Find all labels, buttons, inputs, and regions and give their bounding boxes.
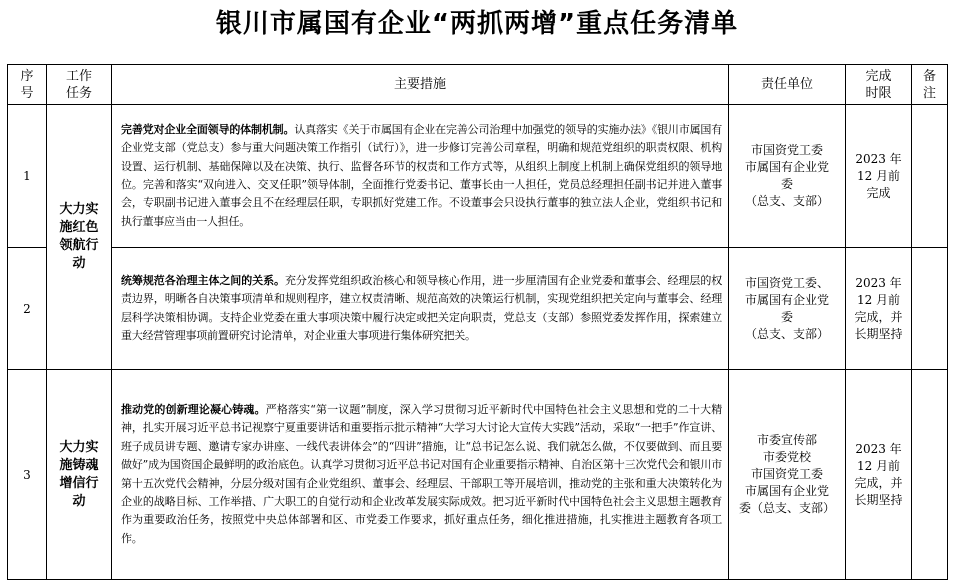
task-group-red-pilot: 大力实 施红色 领航行 动 (47, 105, 112, 370)
measure-body: 充分发挥党组织政治核心和领导核心作用，进一步厘清国有企业党委和董事会、经理层的权责边界，明晰各自决策事项清单和规则程序，建立权责清晰、规范高效的决策运行机制，实现党组织把关定向与董事会、经理层科学决策相协调。支持企业党委在重大事项决策中履行决定或把关定向职责，党总支（支部）参照党委发挥作用，探索建立重大经营管理事项前置研究讨论清单，对企业重大事项进行集体研究把关。 (121, 273, 723, 342)
measure-lead: 推动党的创新理论凝心铸魂。 (121, 402, 266, 416)
table-header-row (8, 65, 948, 105)
row-note (912, 370, 948, 580)
task-group-soul-casting: 大力实 施铸魂 增信行 动 (47, 370, 112, 580)
page-title: 银川市属国有企业“两抓两增”重点任务清单 (215, 9, 739, 39)
row-measure (112, 370, 729, 580)
header-measures: 主要措施 (112, 65, 729, 105)
measure-lead: 统筹规范各治理主体之间的关系。 (121, 273, 285, 287)
table-row (8, 248, 948, 370)
row-measure (112, 105, 729, 248)
row-note (912, 105, 948, 248)
row-deadline: 2023 年 12 月前 完成 (846, 105, 912, 248)
table-row (8, 105, 948, 248)
row-unit: 市国资党工委 市属国有企业党 委 （总支、支部） (729, 105, 846, 248)
row-deadline: 2023 年 12 月前 完成，并 长期坚持 (846, 248, 912, 370)
row-seq: 1 (8, 105, 47, 248)
row-seq: 3 (8, 370, 47, 580)
measure-lead: 完善党对企业全面领导的体制机制。 (121, 122, 295, 136)
task-list-table (7, 64, 948, 580)
measure-body: 严格落实“第一议题”制度，深入学习贯彻习近平新时代中国特色社会主义思想和党的二十大精神，扎实开展习近平总书记视察宁夏重要讲话和重要指示批示精神“大学习大讨论大宣传大实践”活动，采取“一把手”作宣讲、班子成员讲专题、邀请专家办讲座、一线代表讲体会”的“四讲”措施，让“总书记怎么说、我们就怎么做，不仅要做到、而且要做好”成为国资国企最鲜明的政治底色。认真学习贯彻习近平总书记对国有企业重要指示精神、自治区第十三次党代会和银川市第十五次党代会精神，分层分级对国有企业党组织、董事会、经理层、干部职工等开展培训，推动党的主张和重大决策转化为企业的战略目标、工作举措、广大职工的自觉行动和企业改革发展实际成效。把习近平新时代中国特色社会主义思想主题教育作为重要政治任务，按照党中央总体部署和区、市党委工作要求，抓好重点任务，细化推进措施，扎实推进主题教育各项工作。 (121, 402, 722, 545)
header-seq: 序 号 (8, 65, 47, 105)
header-unit: 责任单位 (729, 65, 846, 105)
header-task: 工作 任务 (47, 65, 112, 105)
header-note: 备 注 (912, 65, 948, 105)
measure-body: 认真落实《关于市属国有企业在完善公司治理中加强党的领导的实施办法》《银川市属国有企业党支部（党总支）参与重大问题决策工作指引（试行）》，进一步修订完善公司章程，明确和规范党组织的职责权限、机构设置、运行机制、基础保障以及在决策、执行、监督各环节的权责和工作方式等，从组织上制度上机制上确保党组织的领导地位。完善和落实“双向进入、交叉任职”领导体制，全面推行党委书记、董事长由一人担任，党员总经理担任副书记并进入董事会，专职副书记进入董事会且不在经理层任职，专职抓好党建工作。不设董事会只设执行董事的独立法人企业，党组织书记和执行董事应当由一人担任。 (121, 122, 723, 228)
row-deadline: 2023 年 12 月前 完成，并 长期坚持 (846, 370, 912, 580)
row-seq: 2 (8, 248, 47, 370)
row-unit: 市国资党工委、 市属国有企业党 委 （总支、支部） (729, 248, 846, 370)
header-deadline: 完成 时限 (846, 65, 912, 105)
table-row (8, 370, 948, 580)
row-unit: 市委宣传部 市委党校 市国资党工委 市属国有企业党 委（总支、支部） (729, 370, 846, 580)
row-note (912, 248, 948, 370)
row-measure (112, 248, 729, 370)
